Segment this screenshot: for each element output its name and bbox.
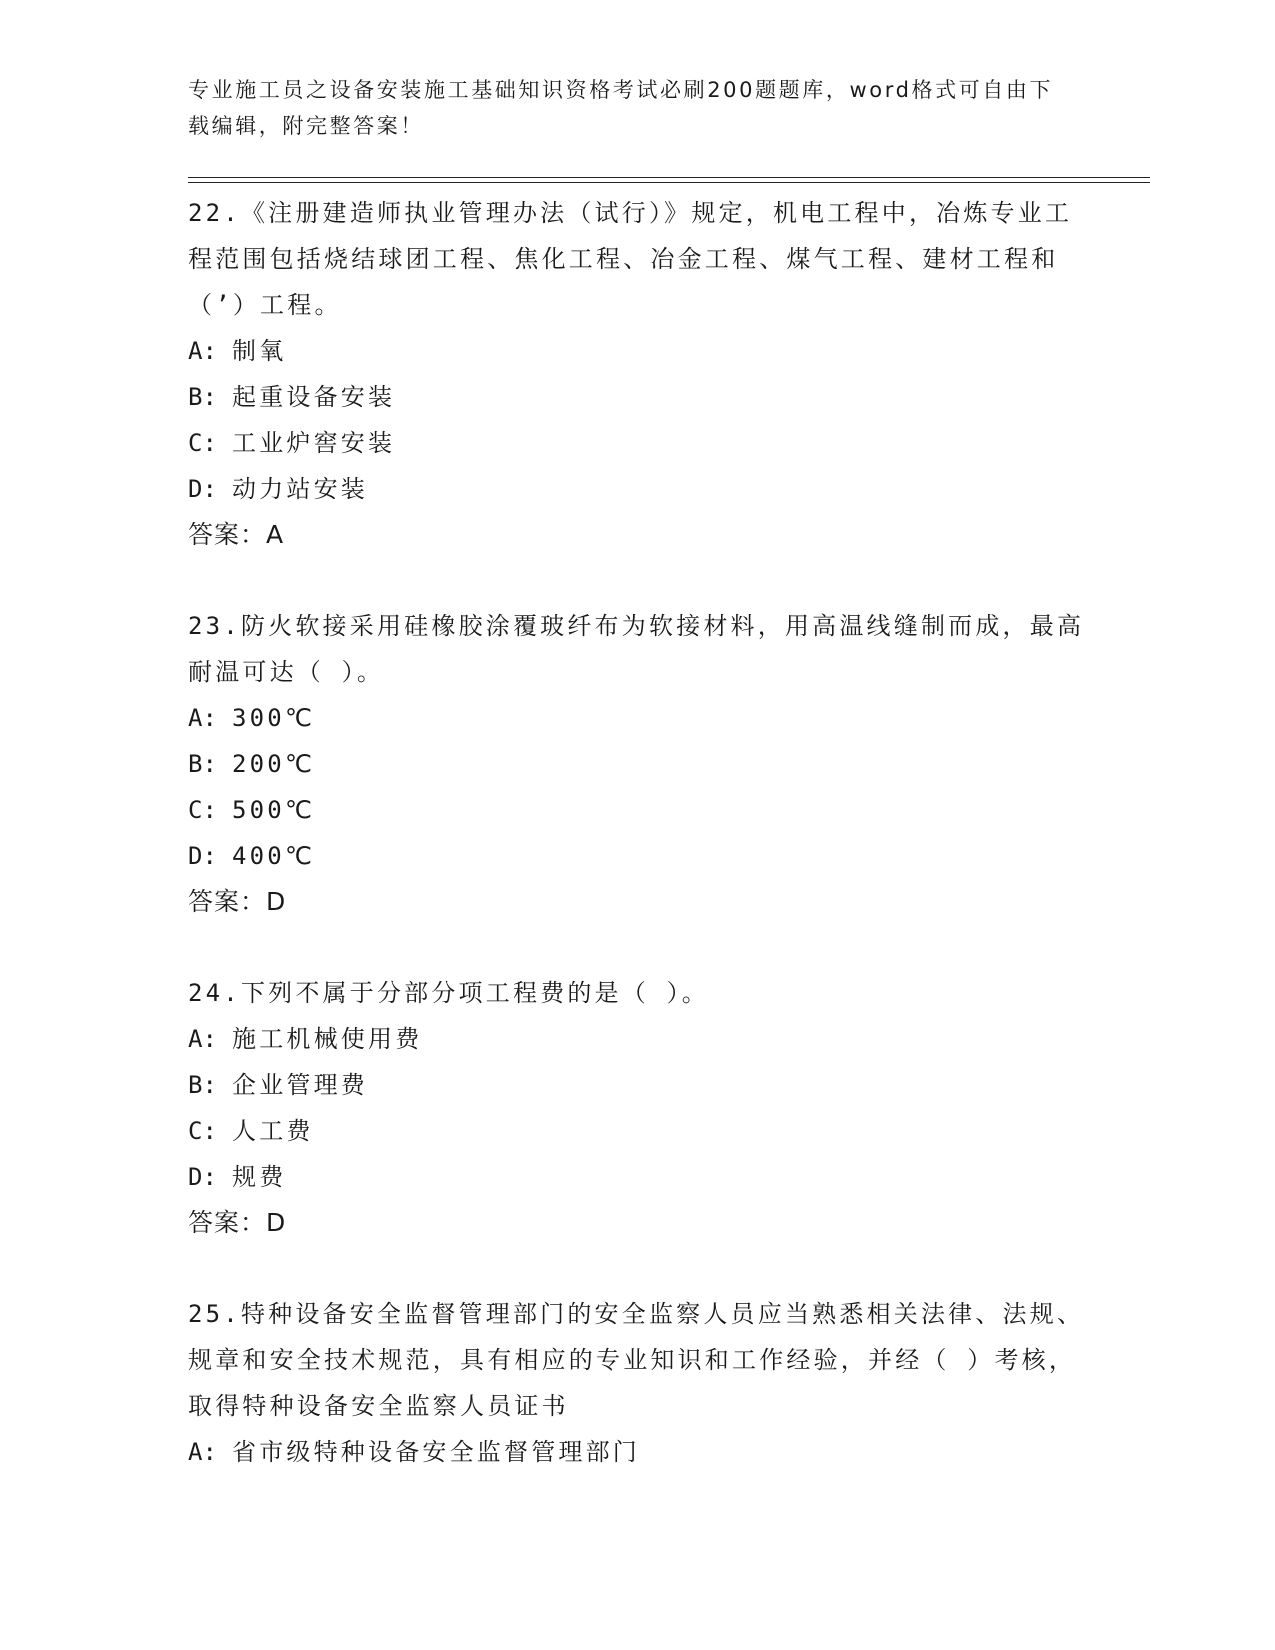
answer-line: 答案：D bbox=[188, 1208, 287, 1237]
option-text: 企业管理费 bbox=[232, 1071, 368, 1099]
option-text: 200℃ bbox=[232, 750, 316, 778]
option-a bbox=[188, 328, 1088, 374]
question-list bbox=[188, 190, 1088, 1520]
option-letter: D: bbox=[188, 1163, 217, 1191]
option-text: 人工费 bbox=[232, 1117, 314, 1145]
option-text: 施工机械使用费 bbox=[232, 1025, 423, 1053]
document-header: 专业施工员之设备安装施工基础知识资格考试必刷200题题库，word格式可自由下载编辑，附完整答案！ bbox=[188, 78, 1054, 138]
header-divider-top bbox=[188, 177, 1150, 178]
question-text: 23.防火软接采用硅橡胶涂覆玻纤布为软接材料，用高温线缝制而成，最高耐温可达（ ）。 bbox=[188, 612, 1085, 686]
question-text: 25.特种设备安全监督管理部门的安全监察人员应当熟悉相关法律、法规、规章和安全技术规范，具有相应的专业知识和工作经验，并经（ ）考核，取得特种设备安全监察人员证书 bbox=[188, 1300, 1085, 1420]
option-text: 300℃ bbox=[232, 704, 316, 732]
answer-line: 答案：A bbox=[188, 520, 285, 549]
question-text: 22.《注册建造师执业管理办法（试行）》规定，机电工程中，冶炼专业工程范围包括烧结球团工程、焦化工程、冶金工程、煤气工程、建材工程和（’）工程。 bbox=[188, 199, 1073, 319]
option-a bbox=[188, 1429, 1088, 1475]
option-letter: C: bbox=[188, 1117, 217, 1145]
option-c bbox=[188, 787, 1088, 833]
question-24 bbox=[188, 970, 1088, 1246]
option-letter: B: bbox=[188, 750, 217, 778]
question-23 bbox=[188, 603, 1088, 925]
option-text: 500℃ bbox=[232, 796, 316, 824]
option-b bbox=[188, 1062, 1088, 1108]
option-letter: B: bbox=[188, 1071, 217, 1099]
option-letter: A: bbox=[188, 1025, 217, 1053]
option-text: 省市级特种设备安全监督管理部门 bbox=[232, 1438, 640, 1466]
option-text: 起重设备安装 bbox=[232, 383, 396, 411]
question-22 bbox=[188, 190, 1088, 558]
option-text: 400℃ bbox=[232, 842, 316, 870]
option-letter: D: bbox=[188, 475, 217, 503]
option-a bbox=[188, 695, 1088, 741]
option-letter: C: bbox=[188, 429, 217, 457]
option-a bbox=[188, 1016, 1088, 1062]
option-letter: A: bbox=[188, 704, 217, 732]
option-d bbox=[188, 1154, 1088, 1200]
option-letter: B: bbox=[188, 383, 217, 411]
option-c bbox=[188, 420, 1088, 466]
question-25 bbox=[188, 1291, 1088, 1475]
option-text: 工业炉窖安装 bbox=[232, 429, 396, 457]
option-text: 动力站安装 bbox=[232, 475, 368, 503]
option-b bbox=[188, 374, 1088, 420]
option-letter: A: bbox=[188, 1438, 217, 1466]
option-d bbox=[188, 833, 1088, 879]
header-divider-bottom bbox=[188, 182, 1150, 183]
option-b bbox=[188, 741, 1088, 787]
option-letter: A: bbox=[188, 337, 217, 365]
question-text: 24.下列不属于分部分项工程费的是（ ）。 bbox=[188, 979, 709, 1007]
option-text: 规费 bbox=[232, 1163, 287, 1191]
option-d bbox=[188, 466, 1088, 512]
option-c bbox=[188, 1108, 1088, 1154]
option-letter: C: bbox=[188, 796, 217, 824]
answer-line: 答案：D bbox=[188, 887, 287, 916]
option-letter: D: bbox=[188, 842, 217, 870]
option-text: 制氧 bbox=[232, 337, 287, 365]
